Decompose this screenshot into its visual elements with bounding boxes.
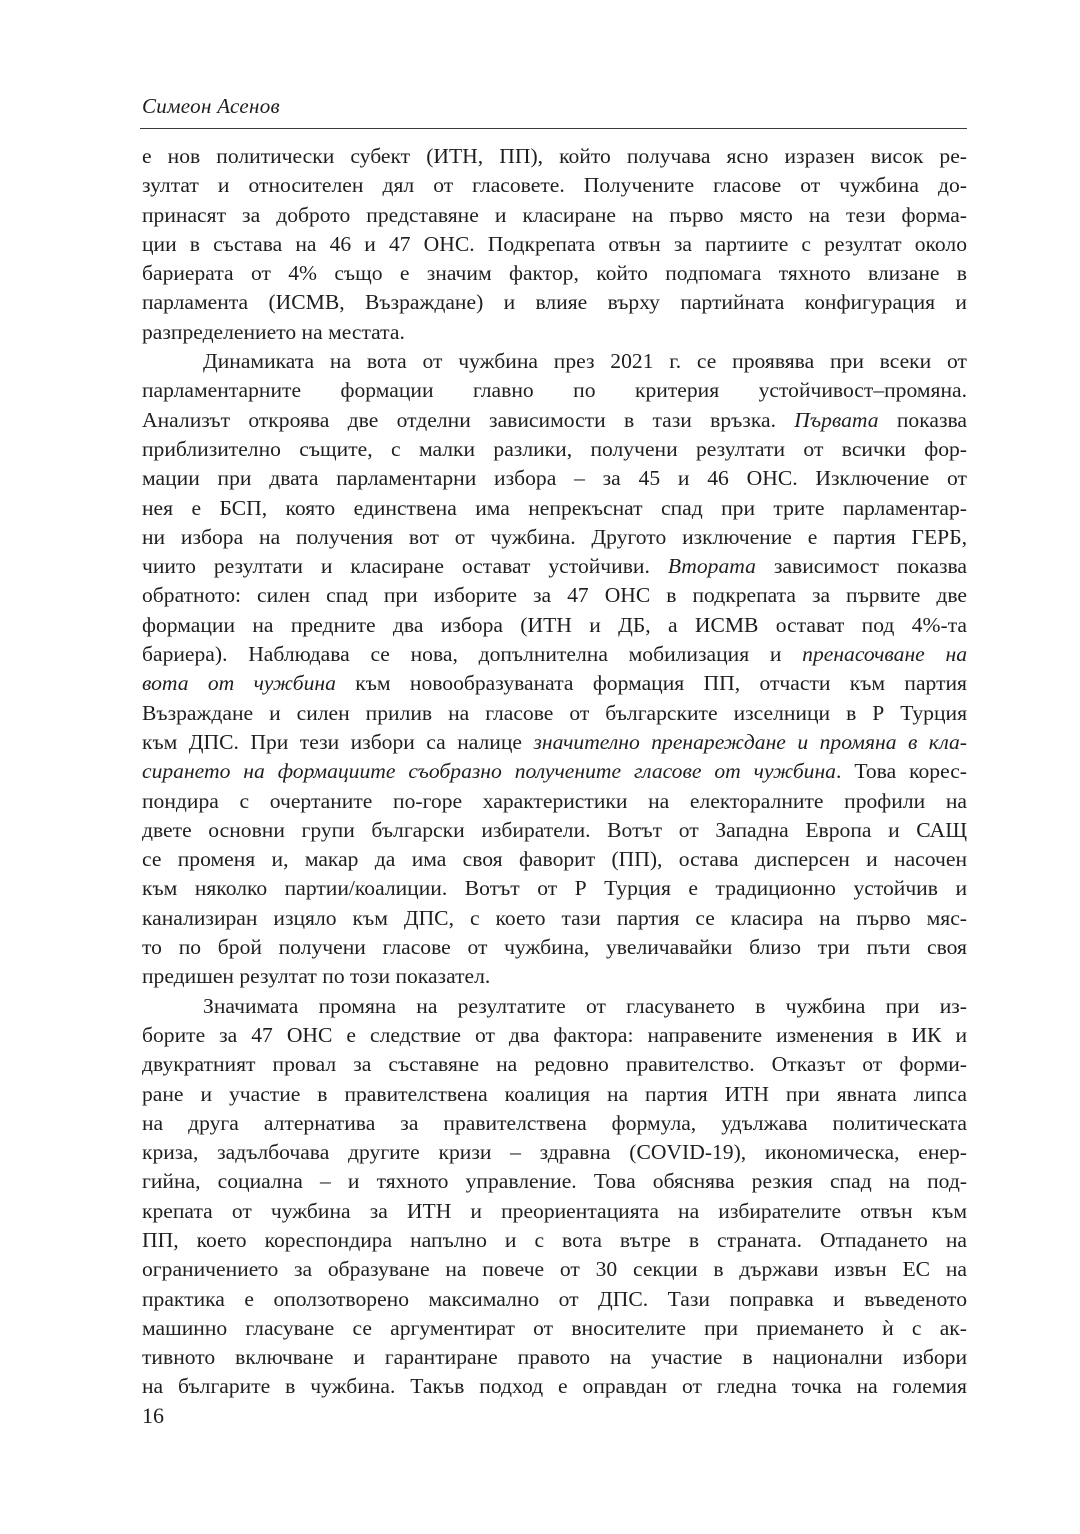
text-line: бариера). Наблюдава се нова, допълнителна мобилизация и пренасочване на bbox=[142, 642, 967, 667]
italic-term-first: Първата bbox=[794, 407, 879, 432]
body-text bbox=[142, 142, 967, 1402]
text-line: ограничението за образуване на повече от 30 секции в държави извън ЕС на bbox=[142, 1257, 967, 1282]
text-line: парламента (ИСМВ, Възраждане) и влияе върху партийната конфигурация и bbox=[142, 290, 967, 315]
text-line: нея е БСП, която единствена има непрекъснат спад при трите парламентар- bbox=[142, 495, 967, 520]
page-number: 16 bbox=[142, 1403, 164, 1428]
text-line: канализиран изцяло към ДПС, с което тази партия се класира на първо мяс- bbox=[142, 905, 967, 930]
text-line: Динамиката на вота от чужбина през 2021 г. се проявява при всеки от bbox=[203, 349, 967, 374]
text-line: към няколко партии/коалиции. Вотът от Р Турция е традиционно устойчив и bbox=[142, 876, 967, 901]
text-line: Анализът откроява две отделни зависимости в тази връзка. Първата показва bbox=[142, 407, 967, 432]
italic-phrase-reorder: значително пренареждане и промяна в кла- bbox=[533, 729, 967, 754]
text-line: тивното включване и гарантиране правото на участие в национални избори bbox=[142, 1345, 967, 1370]
text-line: е нов политически субект (ИТН, ПП), който получава ясно изразен висок ре- bbox=[142, 144, 967, 168]
italic-term-second: Втората bbox=[667, 554, 756, 579]
paragraph-3 bbox=[142, 992, 967, 1402]
text-line: ПП, което кореспондира напълно и с вота вътре в страната. Отпадането на bbox=[142, 1227, 967, 1252]
text-line: то по брой получени гласове от чужбина, увеличавайки близо три пъти своя bbox=[142, 935, 967, 960]
text-line: борите за 47 ОНС е следствие от два фактора: направените изменения в ИК и bbox=[142, 1022, 967, 1047]
text-line: сирането на формациите съобразно получените гласове от чужбина. Това корес- bbox=[142, 759, 967, 784]
header-rule bbox=[140, 128, 967, 129]
text-line: формации на предните два избора (ИТН и ДБ, а ИСМВ остават под 4%-та bbox=[142, 612, 967, 637]
text-line: на българите в чужбина. Такъв подход е оправдан от гледна точка на големия bbox=[142, 1374, 967, 1399]
text-line: зултат и относителен дял от гласовете. Получените гласове от чужбина до- bbox=[142, 173, 967, 198]
text-line: Възраждане и силен прилив на гласове от българските изселници в Р Турция bbox=[142, 700, 967, 725]
text-line: предишен резултат по този показател. bbox=[142, 964, 491, 989]
text-line: крепата от чужбина за ИТН и преориентацията на избирателите отвън към bbox=[142, 1198, 967, 1223]
text-line: мации при двата парламентарни избора – за 45 и 46 ОНС. Изключение от bbox=[142, 466, 967, 491]
text-line: парламентарните формации главно по критерия устойчивост–промяна. bbox=[142, 378, 967, 403]
text-line: приблизително същите, с малки разлики, получени резултати от всички фор- bbox=[142, 436, 967, 461]
text-line: пондира с очертаните по-горе характеристики на електоралните профили на bbox=[142, 788, 967, 813]
text-line: обратното: силен спад при изборите за 47 ОНС в подкрепата за първите две bbox=[142, 583, 967, 608]
text-line: принасят за доброто представяне и класиране на първо място на тези форма- bbox=[142, 202, 967, 227]
text-line: Значимата промяна на резултатите от гласуването в чужбина при из- bbox=[203, 993, 967, 1018]
italic-phrase-reorder: сирането на формациите съобразно получените гласове от чужбина bbox=[142, 759, 836, 784]
text-line: бариерата от 4% също е значим фактор, който подпомага тяхното влизане в bbox=[142, 261, 967, 286]
running-header-title: Симеон Асенов bbox=[142, 94, 280, 118]
text-line: ни избора на получения вот от чужбина. Другото изключение е партия ГЕРБ, bbox=[142, 524, 967, 549]
text-line: гийна, социална – и тяхното управление. Това обяснява резкия спад на под- bbox=[142, 1169, 967, 1194]
italic-phrase-redirect: пренасочване на bbox=[802, 642, 967, 667]
text-line: ране и участие в правителствена коалиция на партия ИТН при явната липса bbox=[142, 1081, 967, 1106]
text-line: ции в състава на 46 и 47 ОНС. Подкрепата отвън за партиите с резултат около bbox=[142, 231, 967, 256]
text-line: двете основни групи български избиратели. Вотът от Западна Европа и САЩ bbox=[142, 817, 967, 842]
text-line: чиито резултати и класиране остават устойчиви. Втората зависимост показва bbox=[142, 554, 968, 579]
paragraph-2 bbox=[142, 347, 967, 992]
text-line: вота от чужбина към новообразуваната формация ПП, отчасти към партия bbox=[142, 671, 967, 696]
paragraph-1 bbox=[142, 142, 967, 347]
text-line: двукратният провал за съставяне на редовно правителство. Отказът от форми- bbox=[142, 1052, 967, 1077]
text-line: разпределението на местата. bbox=[142, 319, 405, 344]
text-line: се променя и, макар да има своя фаворит (ПП), остава дисперсен и насочен bbox=[142, 847, 967, 872]
text-line: машинно гласуване се аргументират от вносителите при приемането ѝ с ак- bbox=[142, 1315, 967, 1340]
text-line: на друга алтернатива за правителствена формула, удължава политическата bbox=[142, 1110, 967, 1135]
text-line: криза, задълбочава другите кризи – здравна (COVID-19), икономическа, енер- bbox=[142, 1140, 967, 1165]
italic-phrase-redirect: вота от чужбина bbox=[142, 671, 336, 696]
text-line: към ДПС. При тези избори са налице значително пренареждане и промяна в кла- bbox=[142, 729, 967, 754]
text-line: практика е оползотворено максимално от ДПС. Тази поправка и въведеното bbox=[142, 1286, 967, 1311]
